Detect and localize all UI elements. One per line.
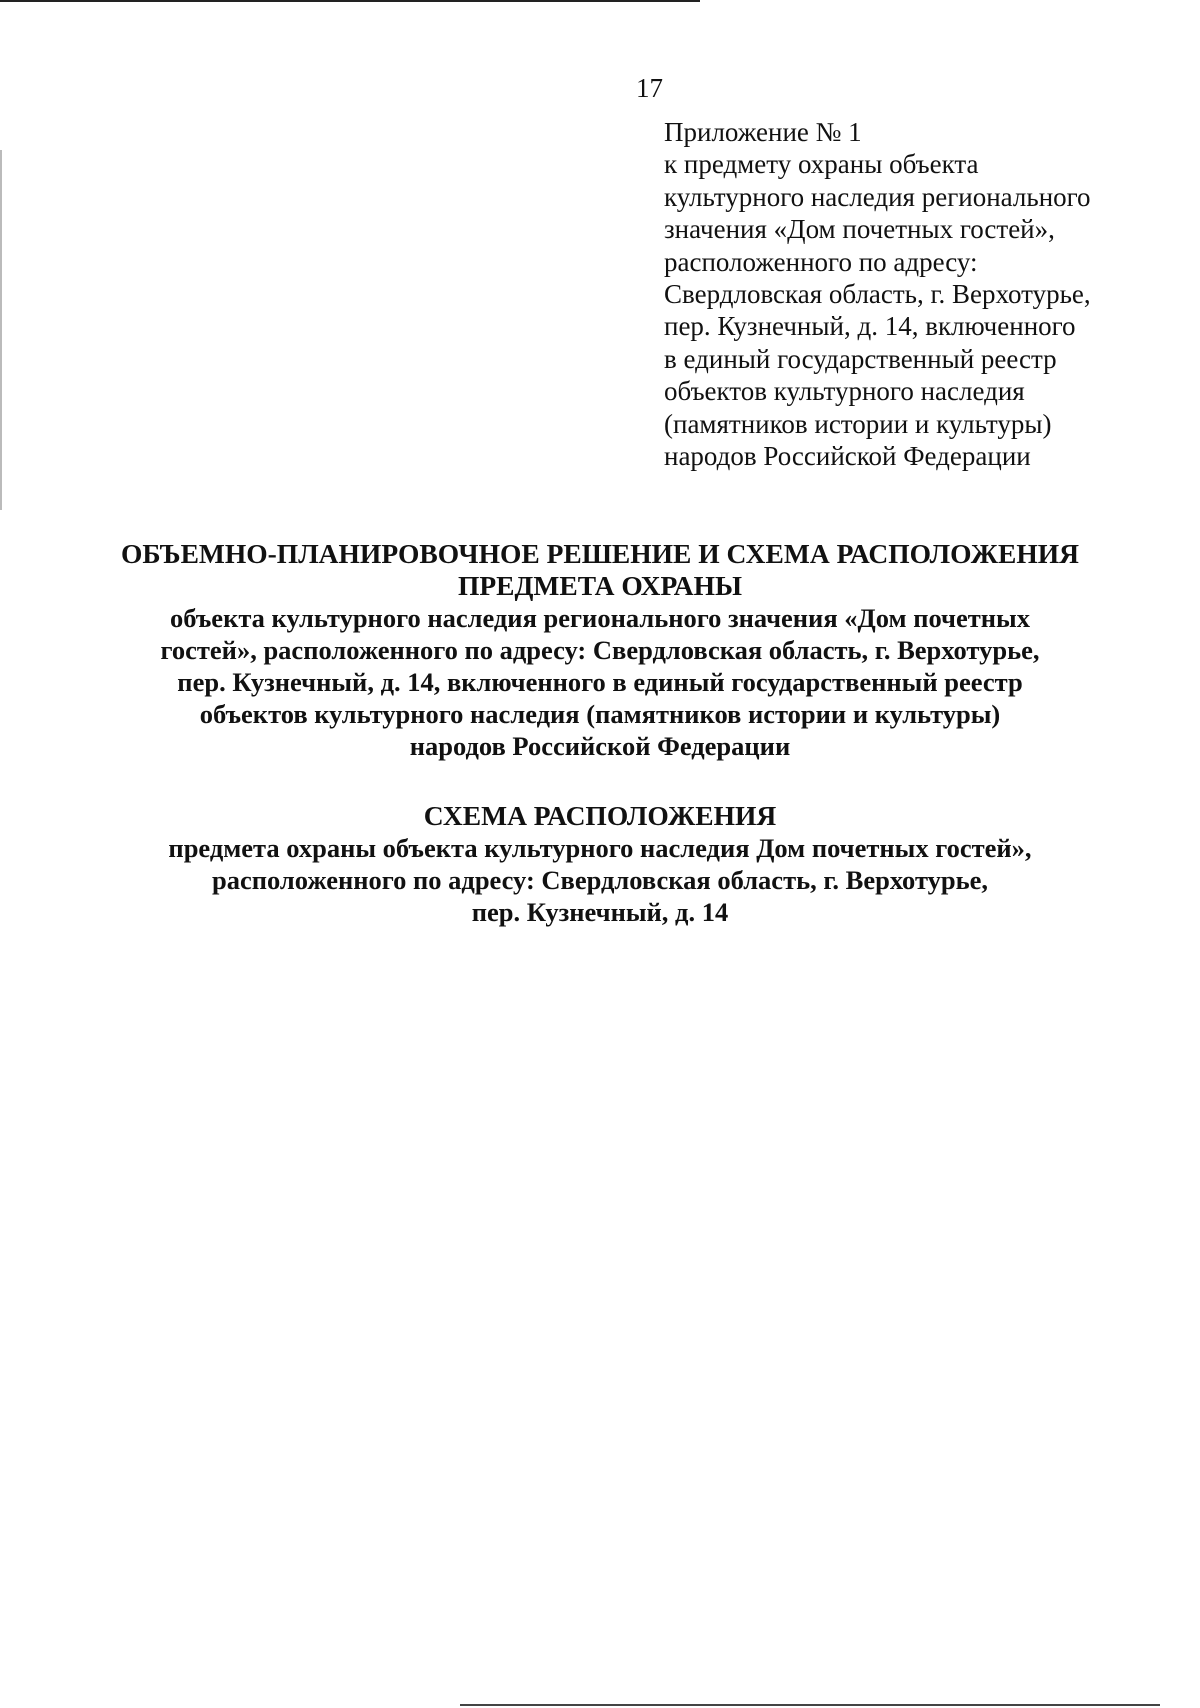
appendix-line: (памятников истории и культуры) bbox=[664, 408, 1052, 439]
appendix-line: в единый государственный реестр bbox=[664, 343, 1057, 374]
main-title-block bbox=[60, 538, 1140, 762]
appendix-line: пер. Кузнечный, д. 14, включенного bbox=[664, 311, 1076, 342]
scan-top-edge-line bbox=[0, 0, 700, 2]
scheme-subtitle-line: предмета охраны объекта культурного наследия Дом почетных гостей», bbox=[168, 833, 1032, 863]
main-subtitle-line: гостей», расположенного по адресу: Свердловская область, г. Верхотурье, bbox=[160, 635, 1040, 665]
appendix-header-block bbox=[664, 116, 1184, 472]
scheme-heading: СХЕМА РАСПОЛОЖЕНИЯ bbox=[423, 800, 777, 831]
scheme-subtitle-line: пер. Кузнечный, д. 14 bbox=[471, 897, 729, 927]
appendix-line: Свердловская область, г. Верхотурье, bbox=[664, 279, 1091, 310]
appendix-line: к предмету охраны объекта bbox=[664, 149, 979, 180]
main-subtitle-line: пер. Кузнечный, д. 14, включенного в единый государственный реестр bbox=[177, 667, 1023, 697]
scheme-title-block bbox=[60, 800, 1140, 928]
appendix-line: расположенного по адресу: bbox=[664, 246, 978, 277]
main-subtitle-line: объектов культурного наследия (памятников истории и культуры) bbox=[199, 699, 1001, 729]
appendix-line: Приложение № 1 bbox=[664, 117, 862, 147]
page-number: 17 bbox=[636, 73, 663, 103]
main-subtitle-line: народов Российской Федерации bbox=[409, 731, 791, 761]
scan-left-edge-shadow bbox=[0, 150, 2, 510]
scan-bottom-edge-line bbox=[460, 1704, 1160, 1706]
appendix-line: культурного наследия регионального bbox=[664, 181, 1091, 212]
appendix-line: народов Российской Федерации bbox=[664, 441, 1031, 472]
main-subtitle-line: объекта культурного наследия регионального значения «Дом почетных bbox=[170, 603, 1030, 633]
appendix-line: значения «Дом почетных гостей», bbox=[664, 214, 1055, 245]
main-heading-line: ПРЕДМЕТА ОХРАНЫ bbox=[457, 570, 743, 601]
scheme-subtitle-line: расположенного по адресу: Свердловская область, г. Верхотурье, bbox=[211, 865, 989, 895]
main-heading-line: ОБЪЕМНО-ПЛАНИРОВОЧНОЕ РЕШЕНИЕ И СХЕМА РАСПОЛОЖЕНИЯ bbox=[121, 538, 1079, 569]
appendix-line: объектов культурного наследия bbox=[664, 376, 1025, 407]
